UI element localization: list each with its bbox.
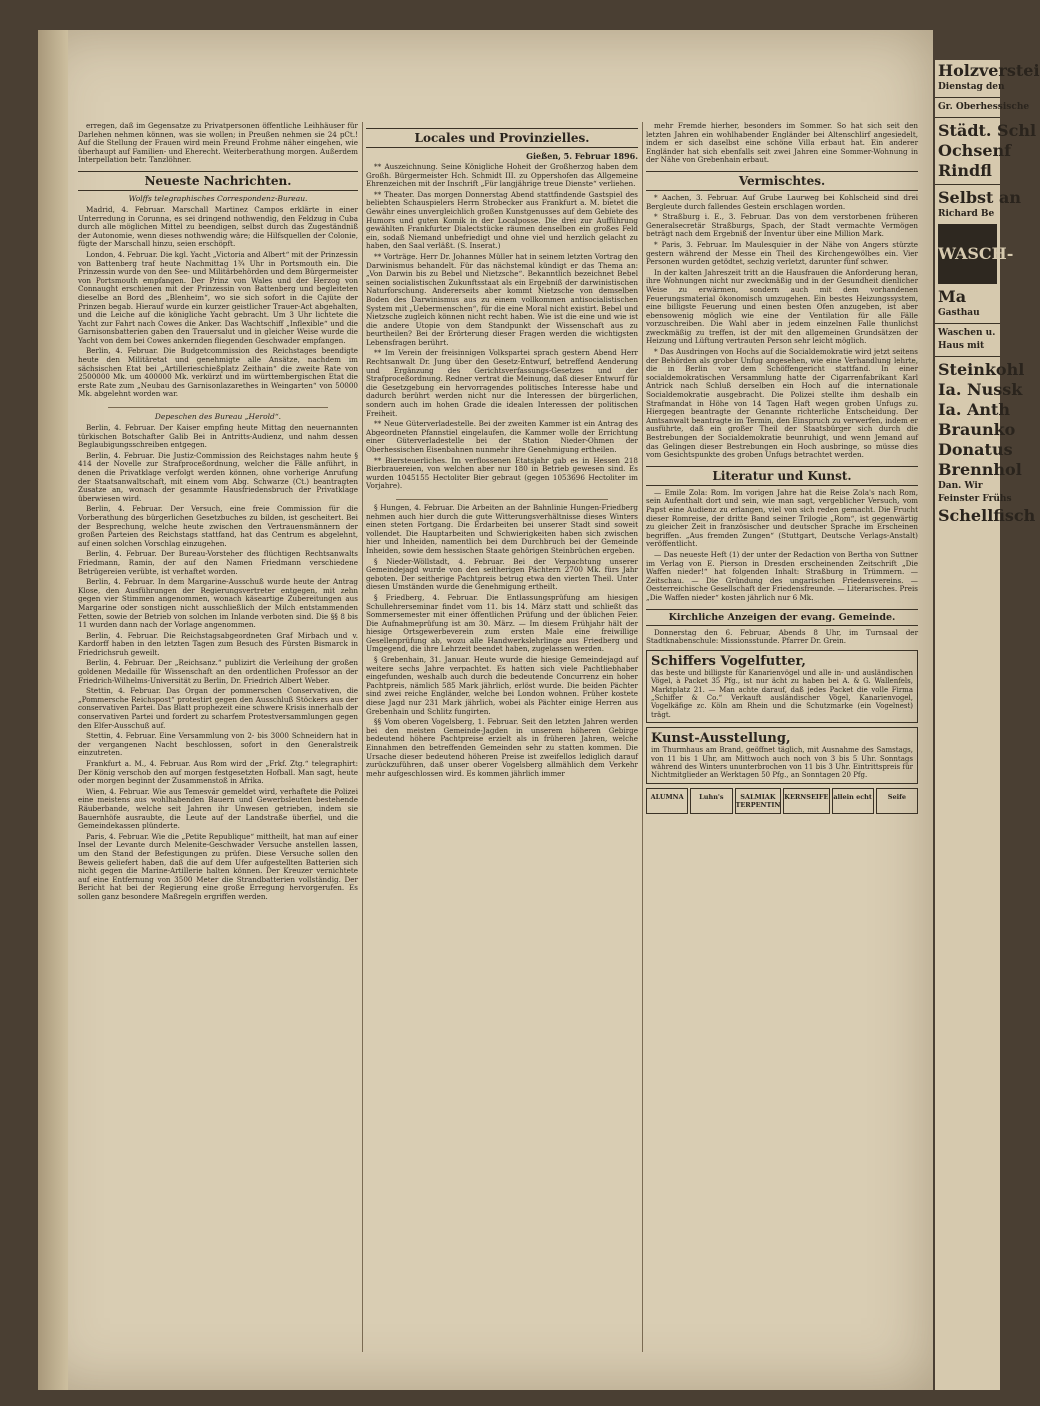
divider bbox=[396, 493, 608, 500]
article: §§ Vom oberen Vogelsberg, 1. Februar. Seit den letzten Jahren werden bei den meisten Gemeinde-Jagden in unserem höheren Gebirge bedeutend höhere Pachtpreise erzielt als in früheren Jahren, welche Einnahmen den betreffenden Gemeinden sehr zu statten kommen. Die Ursache dieser bedeutend höheren Preise ist zweifellos lediglich darauf zurückzuführen, daß unser oberer Vogelsberg allmählich dem Verkehr mehr aufgeschlossen wird. Es kommen jährlich immer bbox=[366, 717, 638, 778]
article: — Emile Zola: Rom. Im vorigen Jahre hat die Reise Zola's nach Rom, sein Aufenthalt dort und sein, wie man sagt, vergeblicher Versuch, vom Papst eine Audienz zu erlangen, viel von sich reden gemacht. Die Frucht dieser Romreise, der dritte Band seiner Trilogie „Rom“, ist gegenwärtig zu gleicher Zeit in französischer und deutscher Sprache im Erscheinen begriffen. „Aus fremden Zungen“ (Stuttgart, Deutsche Verlags-Anstalt) veröffentlicht. bbox=[646, 487, 918, 549]
article: § Hungen, 4. Februar. Die Arbeiten an der Bahnlinie Hungen-Friedberg nehmen auch hier durch die gute Witterungsverhältnisse dieses Winters einen steten Fortgang. Die Erdarbeiten bei unserer Stadt sind soweit vollendet. Die Hauptarbeiten und Schwierigkeiten haben sich zwischen hier und Inheiden, namentlich bei dem Durchbruch bei der Gemeinde Inheiden, sowie dem hessischen Staate gehörigen Steinbrüchen ergeben. bbox=[366, 502, 638, 555]
brand-logo: ALUMNA bbox=[646, 788, 688, 814]
article: Wien, 4. Februar. Wie aus Temesvár gemeldet wird, verhaftete die Polizei eine meistens aus wohlhabenden Bauern und Gewerbsleuten bestehende Räuberbande, welche seit Jahren ihr Unwesen getrieben, indem sie Bauernhöfe ausraubte, die Leute auf der Landstraße überfiel, und die Gemeindekassen plünderte. bbox=[78, 786, 358, 831]
article: § Nieder-Wöllstadt, 4. Februar. Bei der Verpachtung unserer Gemeindejagd wurde von den seitherigen Pächtern 2700 Mk. fürs Jahr geboten. Der seitherige Pachtpreis betrug etwa den vierten Theil. Unter diesen Umständen wurde die Genehmigung ertheilt. bbox=[366, 556, 638, 592]
brand-logo: KERNSEIFE bbox=[783, 788, 829, 814]
ad-body: im Thurmhaus am Brand, geöffnet täglich, mit Ausnahme des Samstags, von 11 bis 1 Uhr, am Mittwoch auch noch von 3 bis 5 Uhr. Sonntags während des Winters ununterbrochen von 11 bis 3 Uhr. Eintrittspreis für Nichtmitglieder an Werktagen 50 Pfg., an Sonntagen 20 Pfg. bbox=[651, 746, 913, 780]
ad-fragment: Dan. Wir bbox=[938, 481, 983, 491]
article: * Das Ausdringen von Hochs auf die Socialdemokratie wird jetzt seitens der Behörden als grober Unfug angesehen, wie eine Verhandlung lehrte, die in Berlin vor dem Schöffengericht stattfand. In einer socialdemokratischen Versammlung hatte der Cigarrenfabrikant Karl Antrick nach Schluß derselben ein Hoch auf die internationale Socialdemokratie ausgebracht. Die Polizei stellte ihm deshalb ein Strafmandat in Höhe von 14 Tagen Haft wegen groben Unfugs zu. Hiergegen beantragte der Genannte richterliche Entscheidung. Der Amtsanwalt beantragte im Termin, den Einspruch zu verwerfen, indem er ausführte, daß ein großer Theil der Staatsbürger sich durch die Bestrebungen der Socialdemokratie beunruhigt, und wenn Jemand auf das Gelingen dieser Bestrebungen ein Hoch ausbringe, so müsse dies vom Gesichtspunkte des groben Unfugs betrachtet werden. bbox=[646, 347, 918, 460]
divider bbox=[935, 323, 1000, 324]
divider bbox=[935, 97, 1000, 98]
article: * Aachen, 3. Februar. Auf Grube Laurweg bei Kohlscheid sind drei Bergleute durch fallendes Gestein erschlagen worden. bbox=[646, 192, 918, 211]
divider bbox=[108, 401, 328, 408]
article: Frankfurt a. M., 4. Februar. Aus Rom wird der „Frkf. Ztg.“ telegraphirt: Der König verschob den auf morgen festgesetzten Hofball. Man sagt, heute oder morgen beginnt der Zusammenstoß in Afrika. bbox=[78, 759, 358, 786]
ad-fragment: Selbst an bbox=[938, 188, 1021, 207]
ad-fragment: Städt. Schl bbox=[938, 121, 1037, 140]
newspaper-page bbox=[38, 30, 933, 1390]
ad-title: Kunst-Ausstellung, bbox=[651, 731, 791, 747]
ad-fragment: Ma bbox=[938, 287, 967, 306]
article: — Das neueste Heft (1) der unter der Redaction von Bertha von Suttner im Verlag von E. Pierson in Dresden erscheinenden Zeitschrift „Die Waffen nieder!“ hat folgenden Inhalt: Straßburg in Trümmern. — Zeitschau. — Die Gründung des ungarischen Friedensvereins. — Oesterreichische Gesellschaft der Friedensfreunde. — Literarisches. Preis „Die Waffen nieder“ kosten jährlich nur 6 Mk. bbox=[646, 549, 918, 602]
section-heading-news: Neueste Nachrichten. bbox=[78, 171, 358, 191]
ad-fragment: Ia. Nussk bbox=[938, 380, 1023, 399]
article: ** Neue Güterverladestelle. Bei der zweiten Kammer ist ein Antrag des Abgeordneten Pfannstiel eingelaufen, die Kammer wolle der Errichtung einer Güterverladestelle bei der Station Nieder-Ohmen der Oberhessischen Eisenbahnen nunmehr ihre Genehmigung ertheilen. bbox=[366, 419, 638, 454]
divider bbox=[935, 117, 1000, 118]
ad-body: das beste und billigste für Kanarienvögel und alle in- und ausländischen Vögel, à Packet 35 Pfg., ist nur ächt zu haben bei A. & G. Wallenfels, Marktplatz 21. — Man achte darauf, daß jedes Packet die volle Firma „Schiffer & Co.“ Verkauft ausländischer Vögel, Kanarienvogel, Vogelkäfige zc. Köln am Rhein und die Schutzmarke (ein Vogelnest) trägt. bbox=[651, 668, 913, 719]
brand-logo: SALMIAK TERPENTIN bbox=[735, 788, 782, 814]
article: Paris, 4. Februar. Wie die „Petite Republique“ mittheilt, hat man auf einer Insel der Levante durch Melenite-Geschwader Versuche anstellen lassen, um den Stand der Befestigungen zu prüfen. Diese Versuche sollen den Beweis geliefert haben, daß die auf dem Ufer aufgestellten Batterien sich nicht gegen die Marine-Artillerie halten können. Der Kreuzer vernichtete auf eine Entfernung von 3500 Meter die Strandbatterien vollständig. Der Bericht hat bei der Regierung eine große Erregung hervorgerufen. Es sollen ganz besondere Maßregeln ergriffen werden. bbox=[78, 831, 358, 901]
article: Berlin, 4. Februar. Die Reichstagsabgeordneten Graf Mirbach und v. Kardorff haben in den letzten Tagen zum Besuch des Fürsten Bismarck in Friedrichsruh geweilt. bbox=[78, 630, 358, 657]
article: § Grebenhain, 31. Januar. Heute wurde die hiesige Gemeindejagd auf weitere sechs Jahre verpachtet. Es hatten sich viele Pachtliebhaber eingefunden, weshalb auch durch die bedeutende Concurrenz ein hoher Pachtpreis, nämlich 585 Mark jährlich, erlöst wurde. Die beiden Pächter sind zwei reiche Engländer, welche bei London wohnen. Früher kostete diese Jagd nur 231 Mark jährlich, wobei als Pächter einige Herren aus Grebenhain und Schlitz fungirten. bbox=[366, 655, 638, 716]
dateline: Gießen, 5. Februar 1896. bbox=[526, 151, 638, 161]
ad-fragment-dark: WASCH- bbox=[938, 224, 997, 284]
ad-fragment: Braunko bbox=[938, 420, 1016, 439]
brand-logo: Luhn's bbox=[690, 788, 732, 814]
article: ** Biersteuerliches. Im verflossenen Etatsjahr gab es in Hessen 218 Bierbrauereien, von welchen aber nur 180 in Betrieb gewesen sind. Es wurden 1045155 Hectoliter Bier gebraut (gegen 1053696 Hectoliter im Vorjahre). bbox=[366, 455, 638, 491]
page-fold bbox=[38, 30, 68, 1390]
article: In der kalten Jahreszeit tritt an die Hausfrauen die Anforderung heran, ihre Wohnungen nicht nur zweckmäßig und in der Gesundheit dienlicher Weise zu erwärmen, sondern auch mit dem vorhandenen Feuerungsmaterial ökonomisch umzugehen. Ein bestes Heizungssystem, eine billigste Feuerung und einen besten Ofen anzugeben, ist aber ebensowenig möglich wie eine der Ventilation für alle Fälle vorzuschreiben. Die Wahl aber in jedem einzelnen Falle thunlichst zweckmäßig zu treffen, ist der mit den allgemeinen Grundsätzen der Heizung und Lüftung vertrauten Person sehr leicht möglich. bbox=[646, 267, 918, 346]
article: Berlin, 4. Februar. Die Budgetcommission des Reichstages beendigte heute den Militäretat und genehmigte alle Ansätze, nachdem im sächsischen Etat bei „Artillerieschießplatz Zeithain“ die zweite Rate von 2500000 Mk. um 400000 Mk. verkürzt und im württembergischen Etat die erste Rate zum „Neubau des Garnisonlazarethes in Weingarten“ von 50000 Mk. abgelehnt worden war. bbox=[78, 346, 358, 399]
column-rule bbox=[642, 122, 643, 1352]
ad-fragment: Rindfl bbox=[938, 161, 992, 180]
bureau-label: Wolffs telegraphisches Correspondenz-Bureau. bbox=[128, 193, 308, 203]
ad-title: Schiffers Vogelfutter, bbox=[651, 653, 806, 669]
brand-logo: Seife bbox=[876, 788, 918, 814]
ad-fragment: Donatus bbox=[938, 440, 1013, 459]
article: ** Theater. Das morgen Donnerstag Abend stattfindende Gastspiel des beliebten Schauspielers Herrn Strobecker aus Frankfurt a. M. bietet die Gewähr eines unvergleichlich großen Kunstgenusses auf dem Gebiete des Humors und guten Komik in der Localposse. Die drei zur Aufführung gewählten Frankfurter Dialectstücke räumen denselben ein großes Feld ein, sodaß Niemand unbefriedigt und ohne viel und herzlich gelacht zu haben, den Saal verläßt. (S. Inserat.) bbox=[366, 189, 638, 251]
bureau-label-herold: Depeschen des Bureau „Herold“. bbox=[154, 412, 282, 422]
section-heading-church: Kirchliche Anzeigen der evang. Gemeinde. bbox=[646, 609, 918, 626]
column-rule bbox=[362, 122, 363, 1352]
ad-fragment: Richard Be bbox=[938, 209, 995, 219]
article: ** Im Verein der freisinnigen Volkspartei sprach gestern Abend Herr Rechtsanwalt Dr. Jung über den Gesetz-Entwurf, betreffend Aenderung und Ergänzung des Gerichtsverfassungs-Gesetzes und der Strafproceßordnung. Redner vertrat die Meinung, daß dieser Entwurf für die Gesetzgebung ein hervorragendes politisches Interesse habe und dadurch berührt werden nicht nur die Interessen der bürgerlichen, sondern auch im hohen Grade die idealen Interessen der politischen Freiheit. bbox=[366, 348, 638, 418]
section-heading-literature: Literatur und Kunst. bbox=[646, 466, 918, 486]
ad-fragment: Gr. Oberhessische bbox=[938, 102, 1030, 112]
article: Stettin, 4. Februar. Eine Versammlung von 2- bis 3000 Schneidern hat in der vergangenen Nacht beschlossen, sofort in den Generalstreik einzutreten. bbox=[78, 731, 358, 758]
brand-logo: allein echt bbox=[832, 788, 874, 814]
intro-text: erregen, daß im Gegensatze zu Privatpersonen öffentliche Leihhäuser für Darlehen nehmen können, was sie wollen; in Preußen nehmen sie 24 pCt.! Auf die Stellung der Frauen wird mein Freund Frohme näher eingehen, wie überhaupt auf Familien- und Eherecht. Weiterberathung morgen. Außerdem Interpellation betr. Tanzlöhner. bbox=[78, 121, 358, 165]
ad-fragment: Holzverstei bbox=[938, 61, 1040, 80]
article: ** Vorträge. Herr Dr. Johannes Müller hat in seinem letzten Vortrag den Darwinismus behandelt. Für das nächstemal kündigt er das Thema an: „Von Darwin bis zu Bebel und Nietzsche“. Bekanntlich bezeichnet Bebel seinen socialistischen Zukunftsstaat als ein Ergebniß der darwinistischen Naturforschung. Andererseits aber kommt Nietzsche von demselben Boden des Darwinismus aus zu einem vollkommen antisocialistischen System mit „Uebermenschen“, für die eine Moral nicht existirt. Bebel und Nietzsche zugleich können nicht recht haben. Wie ist die eine und wie ist die andere Utopie von dem Standpunkt der Wissenschaft aus zu beurtheilen? Bei der Erörterung dieser Fragen werden die wichtigsten Lebensfragen berührt. bbox=[366, 251, 638, 347]
article: Berlin, 4. Februar. Der Kaiser empfing heute Mittag den neuernannten türkischen Botschafter Galib Bei in Antritts-Audienz, und nahm dessen Beglaubigungsschreiben entgegen. bbox=[78, 423, 358, 450]
ad-fragment: Feinster Frühs bbox=[938, 494, 1012, 504]
column-3 bbox=[646, 122, 918, 1362]
article: Berlin, 4. Februar. Die Justiz-Commission des Reichstages nahm heute § 414 der Novelle zur Strafproceßordnung, welcher die Fälle anführt, in denen die Privatklage verfolgt werden können, ohne vorherige Anrufung der Staatsanwaltschaft, mit einem vom Abg. Schwarze (Ct.) beantragten Zusatze an, wonach der gesammte Hausfriedensbruch der Privatklage überwiesen wird. bbox=[78, 450, 358, 503]
church-notice: Donnerstag den 6. Februar, Abends 8 Uhr, im Turnsaal der Stadtknabenschule: Missionsstunde. Pfarrer Dr. Grein. bbox=[646, 627, 918, 646]
article: Madrid, 4. Februar. Marschall Martinez Campos erklärte in einer Unterredung in Corunna, es sei dringend nothwendig, den Feldzug in Cuba durch alle möglichen Mittel zu beendigen, selbst durch das Zugeständniß der Autonomie, wenn dieses nothwendig wäre; die Hilfsquellen der Colonie, fügte der Marschall hinzu, seien erschöpft. bbox=[78, 204, 358, 249]
ad-fragment: Ia. Anth bbox=[938, 400, 1011, 419]
column-2 bbox=[366, 122, 638, 1362]
article: Berlin, 4. Februar. Der Bureau-Vorsteher des flüchtigen Rechtsanwalts Friedmann, Ramin, der auf den Namen Friedmann verschiedene Betrügereien verübte, ist verhaftet worden. bbox=[78, 549, 358, 576]
divider bbox=[935, 356, 1000, 357]
column-1 bbox=[78, 122, 358, 1362]
ad-fragment: Brennhol bbox=[938, 460, 1022, 479]
ad-fragment: Ochsenf bbox=[938, 141, 1012, 160]
article: Stettin, 4. Februar. Das Organ der pommerschen Conservativen, die „Pommersche Reichspost“ protestirt gegen den Ausschluß Stöckers aus der conservativen Partei. Das Blatt prophezeit eine schwere Krisis innerhalb der conservativen Partei und fordert zu scharfem Protestversammlungen gegen den Elfer-Ausschuß auf. bbox=[78, 686, 358, 730]
brand-logos bbox=[646, 788, 918, 814]
advertisement-vogelfutter bbox=[646, 650, 918, 723]
article: Berlin, 4. Februar. Der „Reichsanz.“ publizirt die Verleihung der großen goldenen Medaille für Wissenschaft an den ordentlichen Professor an der Friedrich-Wilhelms-Universität zu Berlin, Dr. Friedrich Albert Weber. bbox=[78, 658, 358, 685]
article: London, 4. Februar. Die kgl. Yacht „Victoria and Albert“ mit der Prinzessin von Battenberg traf heute Nachmittag 1¾ Uhr in Portsmouth ein. Die Prinzessin wurde von den See- und Militärbehörden und dem Bürgermeister von Portsmouth empfangen. Der Prinz von Wales und der Herzog von Connaught erschienen mit der Prinzessin von Battenberg und begleiteten dieselbe an Bord des „Blenheim“, wo sie sich sofort in die Cajüte der Prinzen begab. Hierauf wurde ein kurzer geistlicher Trauer-Act abgehalten, und die Leiche auf die königliche Yacht gebracht. Um 3 Uhr lichtete die Yacht zur Fahrt nach Cowes die Anker. Das Wachtschiff „Inflexible“ und die Garnisonsbatterien gaben den Trauersalut und in gleicher Weise wurde die Yacht von dem bei Cowes ankernden fliegenden Geschwader empfangen. bbox=[78, 249, 358, 345]
article: * Straßburg i. E., 3. Februar. Das von dem verstorbenen früheren Generalsecretär Straßburgs, Spach, der Stadt vermachte Vermögen beträgt nach dem Ergebniß der Inventur über eine Million Mark. bbox=[646, 212, 918, 239]
article: * Paris, 3. Februar. Im Maulesquier in der Nähe von Angers stürzte gestern während der Messe ein Theil des Kirchengewölbes ein. Vier Personen wurden getödtet, sechzig verletzt, darunter fünf schwer. bbox=[646, 239, 918, 267]
ad-fragment: Schellfisch bbox=[938, 506, 1036, 525]
section-heading-local: Locales und Provinzielles. bbox=[366, 128, 638, 148]
ad-fragment: Haus mit bbox=[938, 341, 985, 351]
ad-fragment: Dienstag den bbox=[938, 82, 1005, 92]
divider bbox=[935, 184, 1000, 185]
ad-fragment: Steinkohl bbox=[938, 360, 1025, 379]
article: § Friedberg, 4. Februar. Die Entlassungsprüfung am hiesigen Schullehrerseminar findet vom 11. bis 14. März statt und schließt das Sommersemester mit einer öffentlichen Prüfung und der üblichen Feier. Die Aufnahmeprüfung ist am 30. März. — Im diesem Frühjahr hält der hiesige Ortsgewerbeverein zum ersten Male eine freiwillige Gesellenprüfung ab, wozu alle Handwerkslehrlinge aus Friedberg und Umgegend, die ihre Lehrzeit beendet haben, zugelassen werden. bbox=[366, 592, 638, 654]
article: Berlin, 4. Februar. In dem Margarine-Ausschuß wurde heute der Antrag Klose, den Ausführungen der Regierungsvertreter entgegen, mit zehn gegen vier Stimmen angenommen, wonach käseartige Zubereitungen aus Margarine oder sonstigen nicht ausschließlich der Milch entstammenden Fetten, sowie der Betrieb von solchen im Inlande verboten sind. Die §§ 8 bis 11 wurden dann nach der Vorlage angenommen. bbox=[78, 577, 358, 630]
ad-fragment: Waschen u. bbox=[938, 328, 996, 338]
ad-fragment: Gasthau bbox=[938, 308, 980, 318]
article: ** Auszeichnung. Seine Königliche Hoheit der Großherzog haben dem Großh. Bürgermeister Hch. Schmidt III. zu Oppershofen das Allgemeine Ehrenzeichen mit der Inschrift „Für langjährige treue Dienste“ verliehen. bbox=[366, 162, 638, 189]
advertisement-kunst bbox=[646, 727, 918, 784]
adjacent-page-ads bbox=[935, 60, 1040, 1390]
section-heading-misc: Vermischtes. bbox=[646, 171, 918, 191]
article: Berlin, 4. Februar. Der Versuch, eine freie Commission für die Vorberathung des bürgerlichen Gesetzbuches zu bilden, ist gescheitert. Bei der Besprechung, welche heute zwischen den Vertrauensmännern der großen Parteien des Reichstags stattfand, hat das Centrum es abgelehnt, auf einen solchen Vorschlag einzugehen. bbox=[78, 504, 358, 548]
intro-text: mehr Fremde hierher, besonders im Sommer. So hat sich seit den letzten Jahren ein wohlhabender Engländer bei Altenschlirf angesiedelt, indem er sich daselbst eine schöne Villa erbaut hat. Ein anderer Engländer hat sich ebenfalls seit zwei Jahren eine Sommer-Wohnung in der Nähe von Grebenhain erbaut. bbox=[646, 121, 918, 165]
